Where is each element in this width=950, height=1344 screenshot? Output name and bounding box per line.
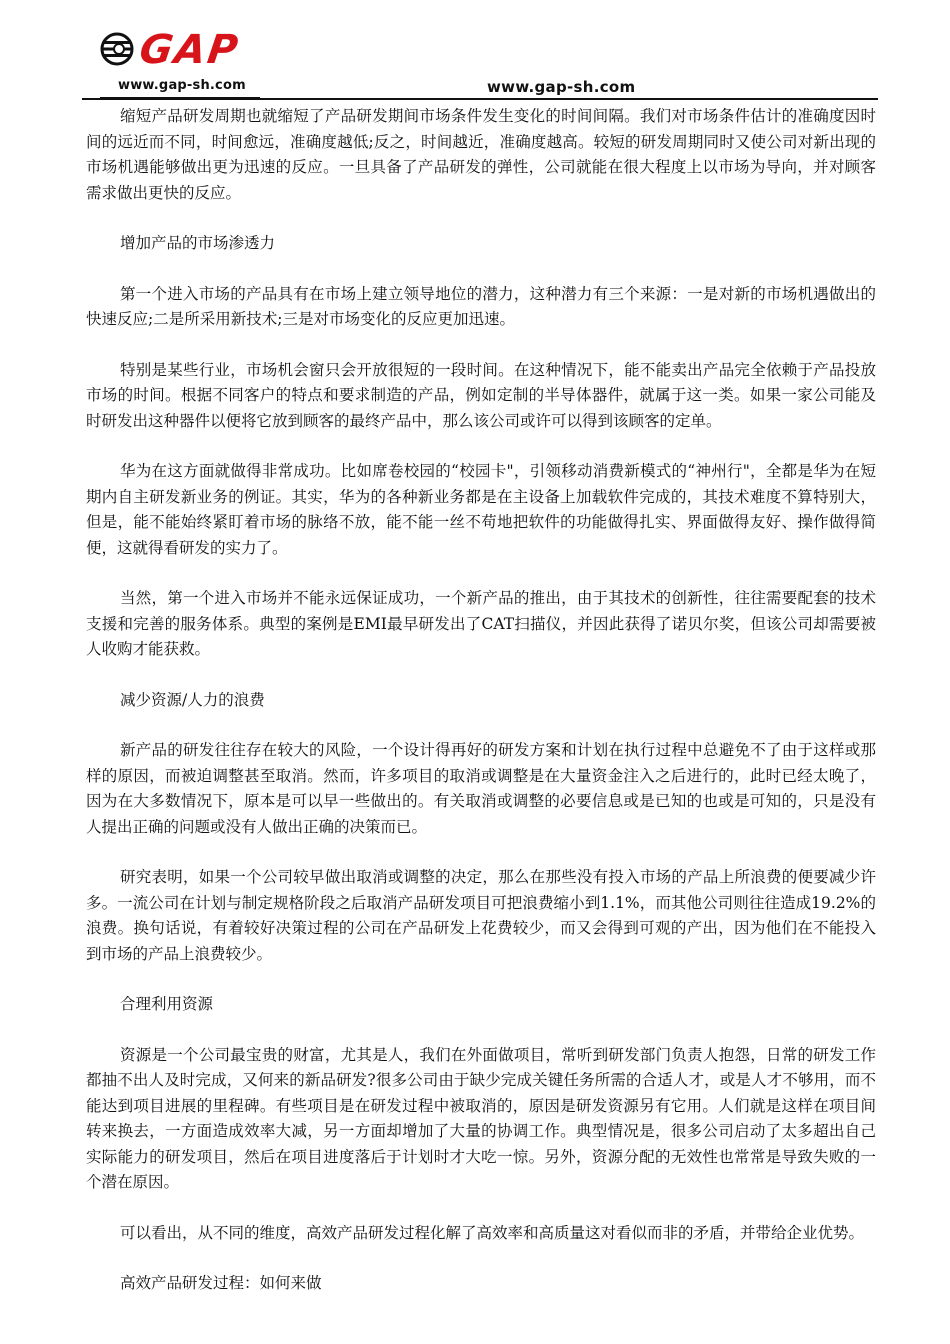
site-url: www.gap-sh.com [487,78,636,96]
section-heading: 合理利用资源 [120,995,214,1013]
paragraph: 华为在这方面就做得非常成功。比如席卷校园的“校园卡"，引领移动消费新模式的“神州行"，全都是华为在短期内自主研发新业务的例证。其实，华为的各种新业务都是在主设备上加载软件完成的，其技术难度不算特别大，但是，能不能始终紧盯着市场的脉络不放，能不能一丝不苟地把软件的功能做得扎实、界面做得友好、操作做得简便，这就得看研发的实力了。 [86,462,876,557]
paragraph: 第一个进入市场的产品具有在市场上建立领导地位的潜力，这种潜力有三个来源：一是对新的市场机遇做出的快速反应;二是所采用新技术;三是对市场变化的反应更加迅速。 [86,284,876,328]
page-header [0,0,950,102]
paragraph: 缩短产品研发周期也就缩短了产品研发期间市场条件发生变化的时间间隔。我们对市场条件估计的准确度因时间的远近而不同，时间愈远，准确度越低;反之，时间越近，准确度越高。较短的研发周期同时又使公司对新出现的市场机遇能够做出更为迅速的反应。一旦具备了产品研发的弹性，公司就能在很大程度上以市场为导向，并对顾客需求做出更快的反应。 [86,107,876,202]
paragraph: 特别是某些行业，市场机会窗只会开放很短的一段时间。在这种情况下，能不能卖出产品完全依赖于产品投放市场的时间。根据不同客户的特点和要求制造的产品，例如定制的半导体器件，就属于这一类。如果一家公司能及时研发出这种器件以便将它放到顾客的最终产品中，那么该公司或许可以得到该顾客的定单。 [86,360,876,430]
logo-wordmark: GAP [136,27,243,73]
document-body [86,104,876,1322]
paragraph: 资源是一个公司最宝贵的财富，尤其是人，我们在外面做项目，常听到研发部门负责人抱怨，日常的研发工作都抽不出人及时完成，又何来的新品研发?很多公司由于缺少完成关键任务所需的合适人才，或是人才不够用，而不能达到项目进展的里程碑。有些项目是在研发过程中被取消的，原因是研发资源另有它用。人们就是这样在项目间转来换去，一方面造成效率大减，另一方面却增加了大量的协调工作。典型情况是，很多公司启动了太多超出自己实际能力的研发项目，然后在项目进度落后于计划时才大吃一惊。另外，资源分配的无效性也常常是导致失败的一个潜在原因。 [86,1045,876,1191]
globe-emblem-icon [100,32,134,66]
logo-url: www.gap-sh.com [118,78,246,93]
header-rule [82,98,878,100]
section-heading: 减少资源/人力的浪费 [120,690,265,709]
paragraph: 新产品的研发往往存在较大的风险，一个设计得再好的研发方案和计划在执行过程中总避免不了由于这样或那样的原因，而被迫调整甚至取消。然而，许多项目的取消或调整是在大量资金注入之后进行的，此时已经太晚了，因为在大多数情况下，原本是可以早一些做出的。有关取消或调整的必要信息或是已知的也或是可知的，只是没有人提出正确的问题或没有人做出正确的决策而已。 [86,741,876,836]
gap-logo [100,28,260,72]
section-heading: 增加产品的市场渗透力 [120,234,276,252]
section-heading: 高效产品研发过程：如何来做 [120,1274,322,1292]
paragraph: 当然，第一个进入市场并不能永远保证成功，一个新产品的推出，由于其技术的创新性，往往需要配套的技术支援和完善的服务体系。典型的案例是EMI最早研发出了CAT扫描仪，并因此获得了诺贝尔奖，但该公司却需要被人收购才能获救。 [86,589,876,658]
paragraph: 研究表明，如果一个公司较早做出取消或调整的决定，那么在那些没有投入市场的产品上所浪费的便要减少许多。一流公司在计划与制定规格阶段之后取消产品研发项目可把浪费缩小到1.1%，而其他公司则往往造成19.2%的浪费。换句话说，有着较好决策过程的公司在产品研发上花费较少，而又会得到可观的产出，因为他们在不能投入到市场的产品上浪费较少。 [86,868,876,963]
paragraph: 可以看出，从不同的维度，高效产品研发过程化解了高效率和高质量这对看似而非的矛盾，并带给企业优势。 [120,1223,865,1242]
